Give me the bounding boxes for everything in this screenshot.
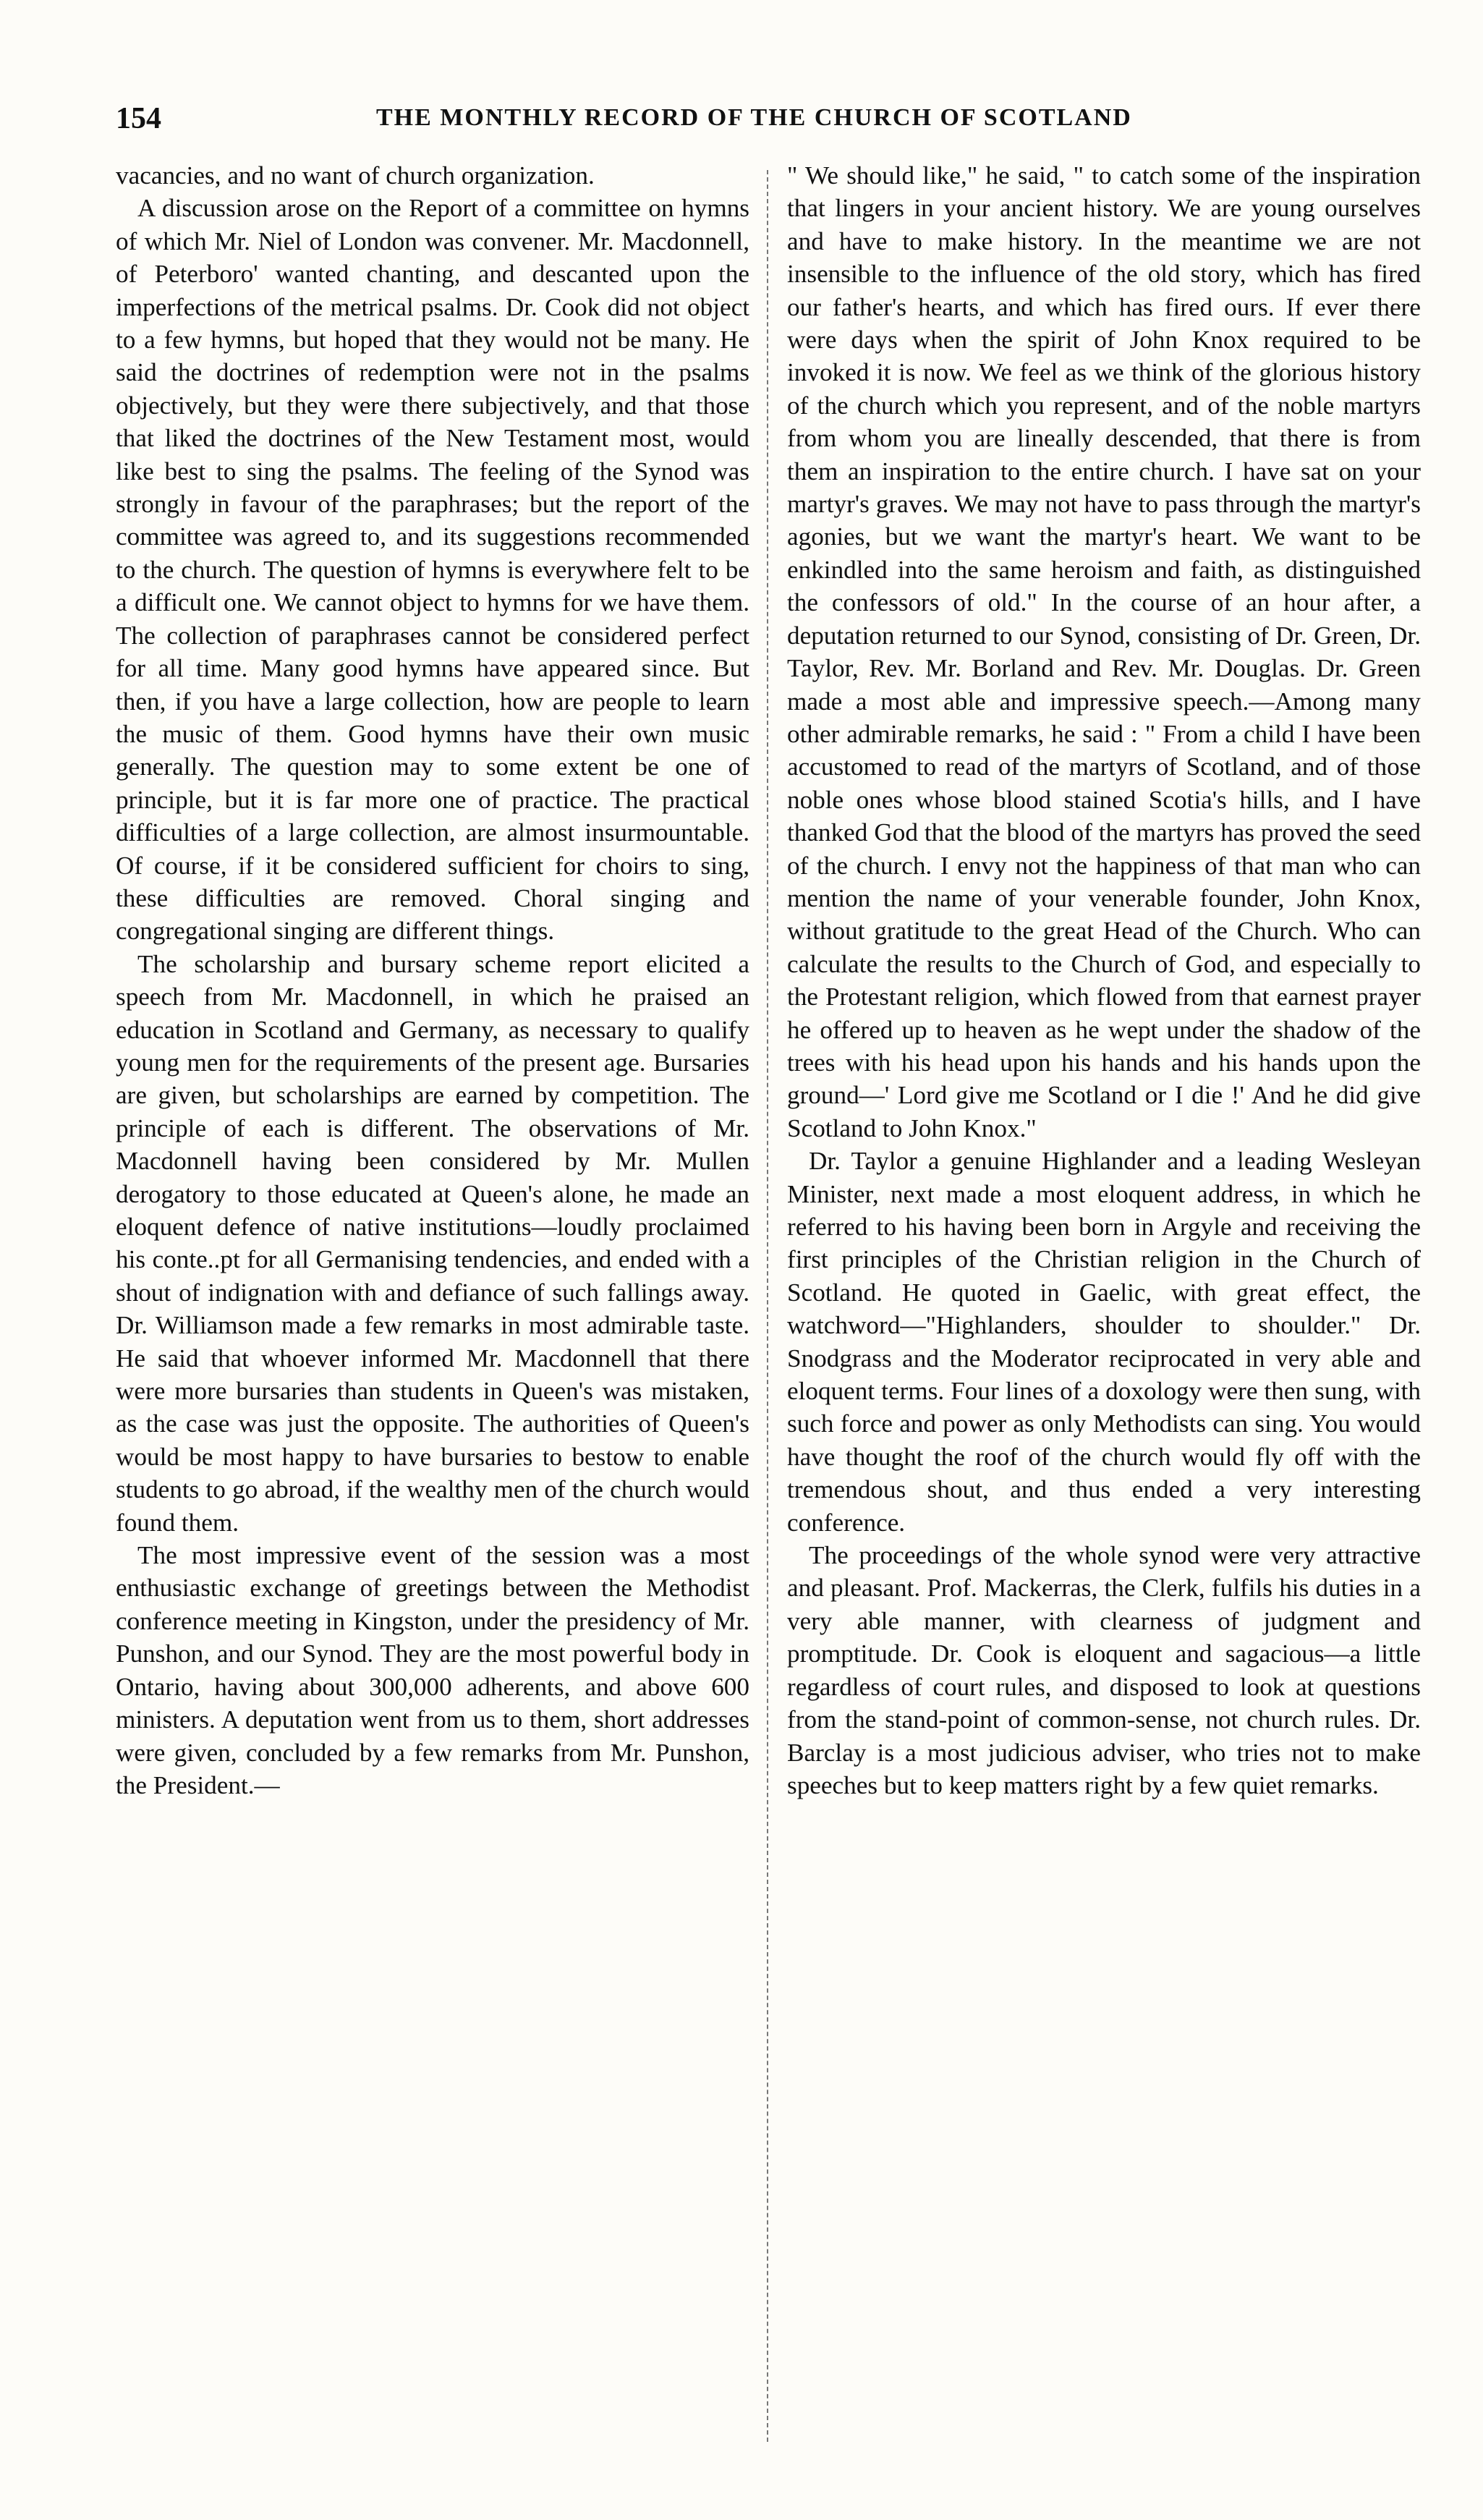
paragraph: The scholarship and bursary scheme report elicited a speech from Mr. Macdonnell, in which he praised an education in Scotland and Germany, as necessary to qualify young men for the requirements of the present age. Bursaries are given, but scholarships are earned by competition. The principle of each is different. The observations of Mr. Macdonnell having been considered by Mr. Mullen derogatory to those educated at Queen's alone, he made an eloquent defence of native institutions—loudly proclaimed his conte..pt for all Germanising tendencies, and ended with a shout of indignation with and defiance of such fallings away. Dr. Williamson made a few remarks in most admirable taste. He said that whoever informed Mr. Macdonnell that there were more bursaries than students in Queen's was mistaken, as the case was just the opposite. The authorities of Queen's would be most happy to have bursaries to bestow to enable students to go abroad, if the wealthy men of the church would found them. (116, 949, 749, 1537)
left-column (116, 159, 749, 2460)
paragraph: The proceedings of the whole synod were very attractive and pleasant. Prof. Mackerras, the Clerk, fulfils his duties in a very able manner, with clearness of judgment and promptitude. Dr. Cook is eloquent and sagacious—a little regardless of court rules, and disposed to look at questions from the stand-point of common-sense, not church rules. Dr. Barclay is a most judicious adviser, who tries not to make speeches but to keep matters right by a few quiet remarks. (787, 1541, 1421, 1799)
paragraph: vacancies, and no want of church organization. (116, 161, 595, 190)
right-column (787, 159, 1421, 2460)
text-columns (116, 159, 1422, 2460)
page-number: 154 (116, 102, 161, 135)
paragraph: The most impressive event of the session was a most enthusiastic exchange of greetings between the Methodist conference meeting in Kingston, under the presidency of Mr. Punshon, and our Synod. They are the most powerful body in Ontario, having about 300,000 adherents, and above 600 ministers. A deputation went from us to them, short addresses were given, concluded by a few remarks from Mr. Punshon, the President.— (116, 1541, 749, 1799)
paragraph: " We should like," he said, " to catch some of the inspiration that lingers in your ancient history. We are young ourselves and have to make history. In the meantime we are not insensible to the influence of the old story, which has fired our father's hearts, and which has fired ours. If ever there were days when the spirit of John Knox required to be invoked it is now. We feel as we think of the glorious history of the church which you represent, and of the noble martyrs from whom you are lineally descended, that there is from them an inspiration to the entire church. I have sat on your martyr's graves. We may not have to pass through the martyr's agonies, but we want the martyr's heart. We want to be enkindled into the same heroism and faith, as distinguished the confessors of old." In the course of an hour after, a deputation returned to our Synod, consisting of Dr. Green, Dr. Taylor, Rev. Mr. Borland and Rev. Mr. Douglas. Dr. Green made a most able and impressive speech.—Among many other admirable remarks, he said : " From a child I have been accustomed to read of the martyrs of Scotland, and of those noble ones whose blood stained Scotia's hills, and I have thanked God that the blood of the martyrs has proved the seed of the church. I envy not the happiness of that man who can mention the name of your venerable founder, John Knox, without gratitude to the great Head of the Church. Who can calculate the results to the Church of God, and especially to the Protestant religion, which flowed from that earnest prayer he offered up to heaven as he wept under the shadow of the trees with his head upon his hands and his hands upon the ground—' Lord give me Scotland or I die !' And he did give Scotland to John Knox." (787, 161, 1421, 1142)
paragraph: A discussion arose on the Report of a committee on hymns of which Mr. Niel of London was convener. Mr. Macdonnell, of Peterboro' wanted chanting, and descanted upon the imperfections of the metrical psalms. Dr. Cook did not object to a few hymns, but hoped that they would not be many. He said the doctrines of redemption were not in the psalms objectively, but they were there subjectively, and that those that liked the doctrines of the New Testament most, would like best to sing the psalms. The feeling of the Synod was strongly in favour of the paraphrases; but the report of the committee was agreed to, and its suggestions recommended to the church. The question of hymns is everywhere felt to be a difficult one. We cannot object to hymns for we have them. The collection of paraphrases cannot be considered perfect for all time. Many good hymns have appeared since. But then, if you have a large collection, how are people to learn the music of them. Good hymns have their own music generally. The question may to some extent be one of principle, but it is far more one of practice. The practical difficulties of a large collection, are almost insurmountable. Of course, if it be considered sufficient for choirs to sing, these difficulties are removed. Choral singing and congregational singing are different things. (116, 194, 749, 946)
page-header (116, 101, 1201, 137)
paragraph: Dr. Taylor a genuine Highlander and a leading Wesleyan Minister, next made a most eloquent address, in which he referred to his having been born in Argyle and receiving the first principles of the Christian religion in the Church of Scotland. He quoted in Gaelic, with great effect, the watchword—"Highlanders, shoulder to shoulder." Dr. Snodgrass and the Moderator reciprocated in very able and eloquent terms. Four lines of a doxology were then sung, with such force and power as only Methodists can sing. You would have thought the roof of the church would fly off with the tremendous shout, and thus ended a very interesting conference. (787, 1147, 1421, 1537)
running-title: THE MONTHLY RECORD OF THE CHURCH OF SCOTLAND (376, 104, 1132, 131)
column-divider (767, 170, 768, 2442)
